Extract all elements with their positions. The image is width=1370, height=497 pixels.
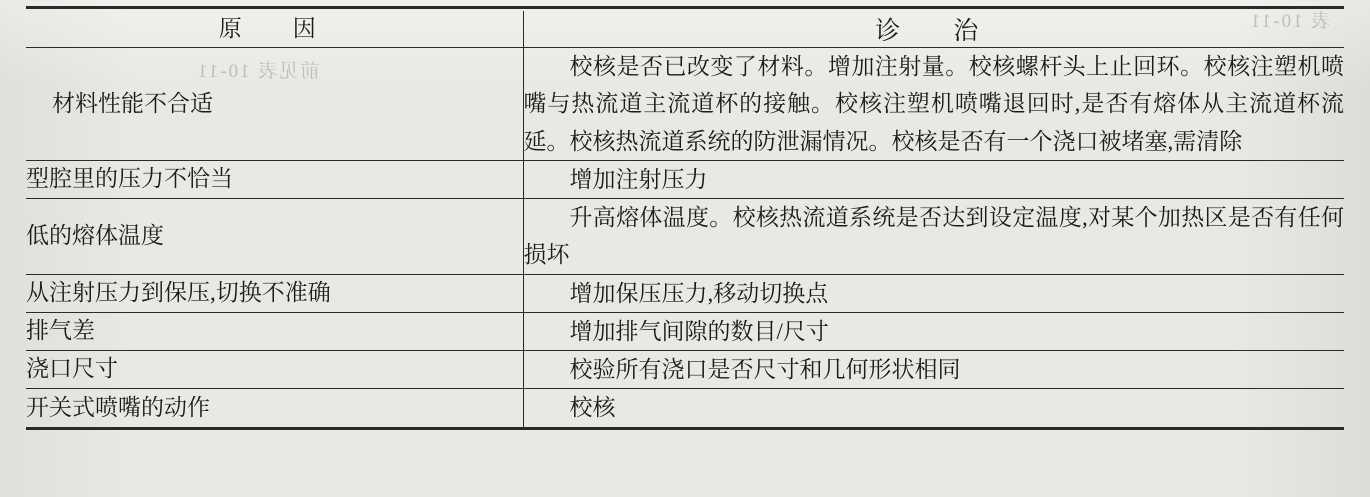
remedy-cell bbox=[523, 48, 1344, 161]
cause-cell: 型腔里的压力不恰当 bbox=[26, 160, 523, 198]
remedy-cell bbox=[523, 389, 1344, 427]
column-header-remedy: 诊 治 bbox=[523, 11, 1344, 48]
remedy-cell bbox=[523, 160, 1344, 198]
bleed-through-text-top-right: 表 10-11 bbox=[1248, 11, 1330, 32]
table-top-rule bbox=[26, 6, 1344, 9]
table-row bbox=[26, 312, 1344, 350]
remedy-text: 增加注射压力 bbox=[569, 166, 708, 192]
cause-cell: 开关式喷嘴的动作 bbox=[26, 389, 523, 427]
table-row bbox=[26, 351, 1344, 389]
remedy-cell bbox=[523, 274, 1344, 312]
table-row bbox=[26, 389, 1344, 427]
remedy-text: 升高熔体温度。校核热流道系统是否达到设定温度,对某个加热区是否有任何损坏 bbox=[523, 205, 1344, 268]
table-bottom-rule bbox=[26, 427, 1344, 430]
remedy-cell bbox=[523, 351, 1344, 389]
remedy-text: 校核 bbox=[569, 395, 616, 421]
table-row bbox=[26, 48, 1344, 161]
cause-cell: 从注射压力到保压,切换不准确 bbox=[26, 274, 523, 312]
cause-cell: 材料性能不合适 bbox=[26, 48, 523, 161]
bleed-through-text-left: 前见表 10-11 bbox=[196, 61, 320, 82]
table-header-row bbox=[26, 11, 1344, 48]
remedy-cell bbox=[523, 199, 1344, 275]
remedy-text: 增加保压压力,移动切换点 bbox=[569, 280, 829, 306]
remedy-cell bbox=[523, 312, 1344, 350]
table-row bbox=[26, 199, 1344, 275]
table-row bbox=[26, 160, 1344, 198]
cause-cell: 浇口尺寸 bbox=[26, 351, 523, 389]
remedy-text: 校验所有浇口是否尺寸和几何形状相同 bbox=[569, 357, 961, 382]
remedy-text: 增加排气间隙的数目/尺寸 bbox=[569, 318, 829, 344]
table-row bbox=[26, 274, 1344, 312]
column-header-cause: 原 因 bbox=[26, 11, 523, 48]
cause-cell: 排气差 bbox=[26, 312, 523, 350]
troubleshooting-table bbox=[26, 11, 1344, 427]
troubleshooting-table-container bbox=[26, 6, 1344, 430]
remedy-text: 校核是否已改变了材料。增加注射量。校核螺杆头上止回环。校核注塑机喷嘴与热流道主流道杯的接触。校核注塑机喷嘴退回时,是否有熔体从主流道杯流延。校核热流道系统的防泄漏情况。校核是否有一个浇口被堵塞,需清除 bbox=[523, 54, 1344, 154]
cause-cell: 低的熔体温度 bbox=[26, 199, 523, 275]
